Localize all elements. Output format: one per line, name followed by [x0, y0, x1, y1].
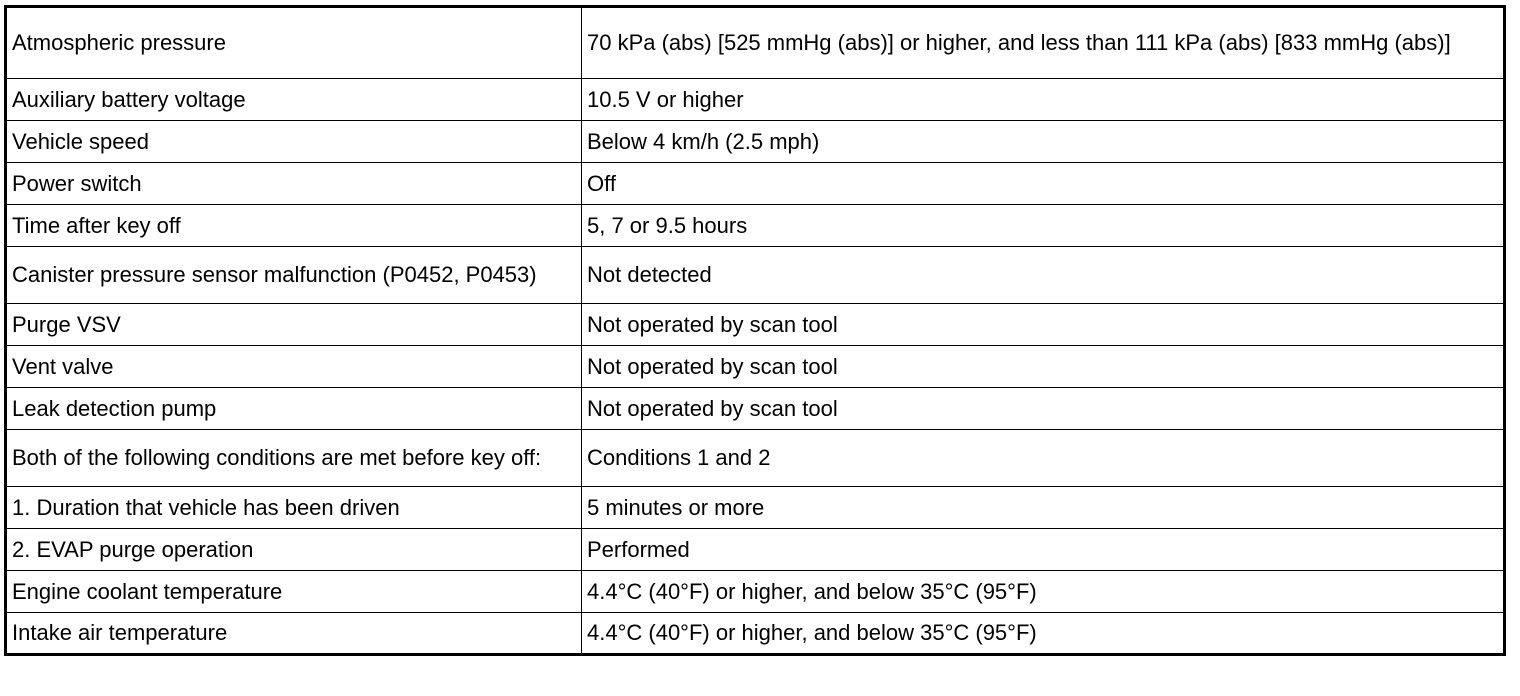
table-cell-item: Intake air temperature	[6, 613, 582, 655]
table-row	[6, 121, 1505, 163]
table-cell-item: Both of the following conditions are met before key off:	[6, 430, 582, 487]
table-cell-condition: 4.4°C (40°F) or higher, and below 35°C (95°F)	[582, 571, 1505, 613]
table-cell-item: 1. Duration that vehicle has been driven	[6, 487, 582, 529]
table-cell-condition: 70 kPa (abs) [525 mmHg (abs)] or higher, and less than 111 kPa (abs) [833 mmHg (abs)]	[582, 7, 1505, 79]
table-cell-item: Vent valve	[6, 346, 582, 388]
table-row	[6, 571, 1505, 613]
table-cell-condition: 10.5 V or higher	[582, 79, 1505, 121]
table-row	[6, 304, 1505, 346]
table-cell-condition: 5 minutes or more	[582, 487, 1505, 529]
table-row	[6, 613, 1505, 655]
table-cell-item: Leak detection pump	[6, 388, 582, 430]
table-cell-item: Atmospheric pressure	[6, 7, 582, 79]
conditions-table	[4, 5, 1506, 656]
table-cell-item: Engine coolant temperature	[6, 571, 582, 613]
table-cell-item: Vehicle speed	[6, 121, 582, 163]
table-row	[6, 388, 1505, 430]
table-row	[6, 7, 1505, 79]
table-row	[6, 346, 1505, 388]
table-cell-item: 2. EVAP purge operation	[6, 529, 582, 571]
table-row	[6, 430, 1505, 487]
table-cell-condition: Not operated by scan tool	[582, 304, 1505, 346]
table-row	[6, 247, 1505, 304]
table-cell-condition: Not operated by scan tool	[582, 346, 1505, 388]
table-cell-condition: Off	[582, 163, 1505, 205]
table-cell-item: Purge VSV	[6, 304, 582, 346]
table-cell-condition: Below 4 km/h (2.5 mph)	[582, 121, 1505, 163]
table-cell-condition: Conditions 1 and 2	[582, 430, 1505, 487]
table-row	[6, 205, 1505, 247]
table-row	[6, 529, 1505, 571]
table-row	[6, 79, 1505, 121]
table-cell-condition: Not detected	[582, 247, 1505, 304]
table-cell-condition: 5, 7 or 9.5 hours	[582, 205, 1505, 247]
table-row	[6, 163, 1505, 205]
table-cell-item: Time after key off	[6, 205, 582, 247]
table-cell-item: Canister pressure sensor malfunction (P0452, P0453)	[6, 247, 582, 304]
table-row	[6, 487, 1505, 529]
table-cell-condition: Not operated by scan tool	[582, 388, 1505, 430]
table-cell-item: Power switch	[6, 163, 582, 205]
table-cell-condition: Performed	[582, 529, 1505, 571]
table-cell-item: Auxiliary battery voltage	[6, 79, 582, 121]
table-cell-condition: 4.4°C (40°F) or higher, and below 35°C (95°F)	[582, 613, 1505, 655]
